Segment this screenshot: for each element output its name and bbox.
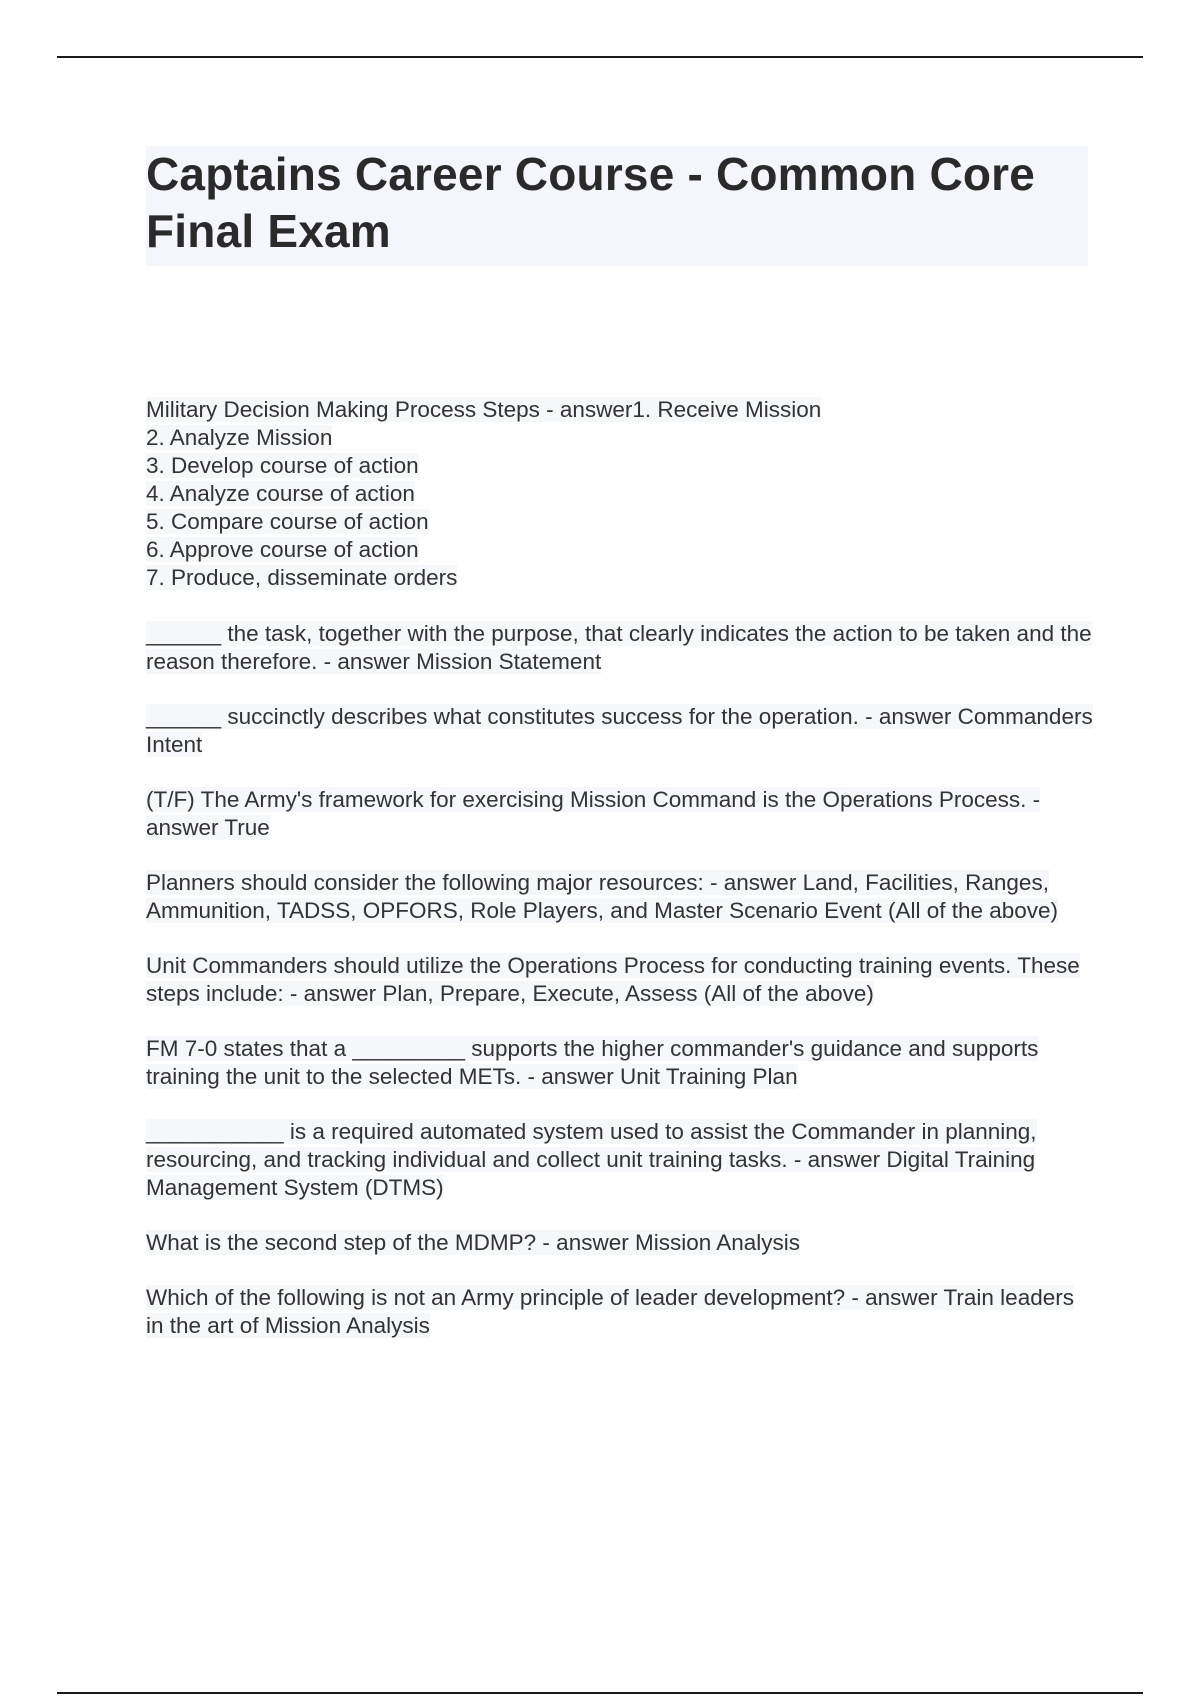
qa-item-text: What is the second step of the MDMP? - answer Mission Analysis	[146, 1230, 801, 1255]
qa-item-text: ______ succinctly describes what constitutes success for the operation. - answer Commanders Intent	[146, 704, 1093, 757]
qa-item	[146, 786, 1096, 842]
qa-item-text: Unit Commanders should utilize the Operations Process for conducting training events. These steps include: - answer Plan, Prepare, Execute, Assess (All of the above)	[146, 953, 1080, 1006]
top-rule	[57, 56, 1143, 58]
qa-item-text: Which of the following is not an Army principle of leader development? - answer Train leaders in the art of Mission Analysis	[146, 1285, 1074, 1338]
qa-item	[146, 703, 1096, 759]
qa-list	[146, 396, 1096, 1367]
qa-item-text: ______ the task, together with the purpose, that clearly indicates the action to be taken and the reason therefore. - answer Mission Statement	[146, 621, 1092, 674]
title-block	[146, 146, 1088, 266]
qa-item	[146, 1284, 1096, 1340]
qa-item	[146, 620, 1096, 676]
qa-item	[146, 1118, 1096, 1202]
qa-item	[146, 952, 1096, 1008]
bottom-rule	[57, 1692, 1143, 1694]
qa-item	[146, 396, 1096, 592]
qa-item	[146, 1229, 1096, 1257]
qa-item-text: ___________ is a required automated system used to assist the Commander in planning, resourcing, and tracking individual and collect unit training tasks. - answer Digital Training Management System (DTMS)	[146, 1119, 1037, 1200]
qa-item	[146, 869, 1096, 925]
qa-item-text: (T/F) The Army's framework for exercising Mission Command is the Operations Process. - answer True	[146, 787, 1041, 840]
qa-item-text: FM 7-0 states that a _________ supports the higher commander's guidance and supports training the unit to the selected METs. - answer Unit Training Plan	[146, 1036, 1039, 1089]
page-title: Captains Career Course - Common Core Final Exam	[146, 148, 1036, 257]
qa-item-text: Planners should consider the following major resources: - answer Land, Facilities, Ranges, Ammunition, TADSS, OPFORS, Role Players, and Master Scenario Event (All of the above)	[146, 870, 1059, 923]
qa-item-text: Military Decision Making Process Steps - answer1. Receive Mission 2. Analyze Mission 3. Develop course of action 4. Analyze course of action 5. Compare course of action 6. Approve course of action 7. Produce, disseminate orders	[146, 397, 822, 590]
qa-item	[146, 1035, 1096, 1091]
